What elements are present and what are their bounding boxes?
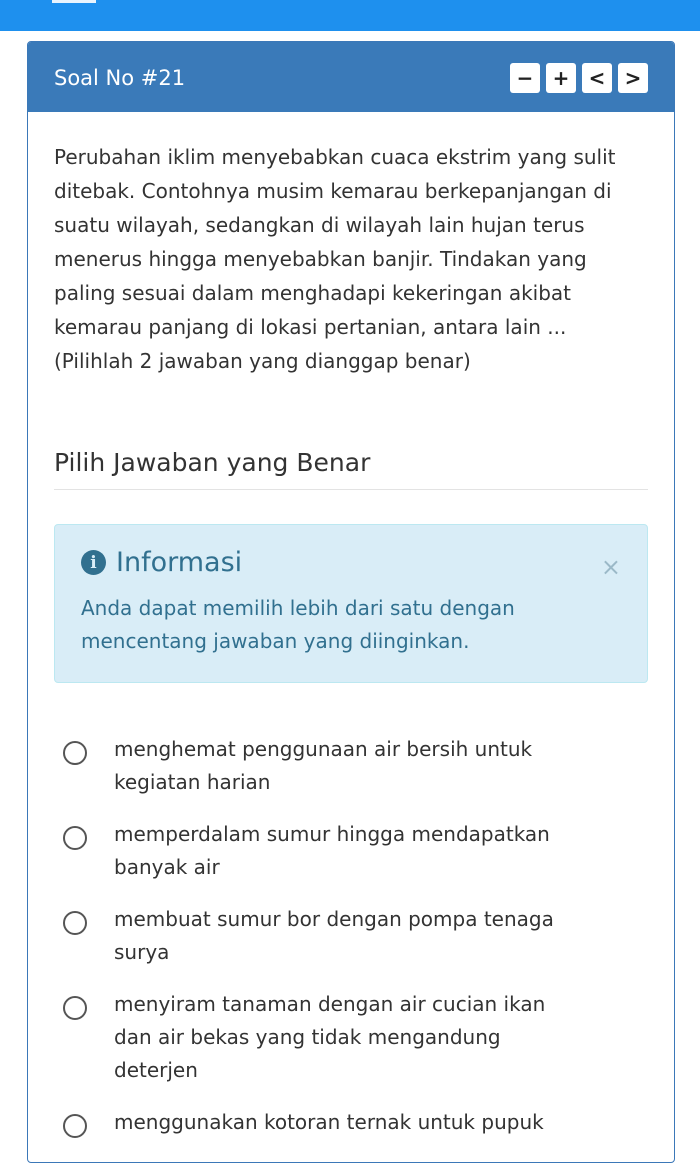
option-label: menyiram tanaman dengan air cucian ikan dan air bekas yang tidak mengandung deterjen [114,992,546,1082]
info-icon: i [81,550,106,575]
answer-option[interactable] [54,818,648,884]
decrease-font-button[interactable]: − [510,63,540,93]
card-body [28,112,674,1139]
alert-close-button[interactable]: × [600,553,621,581]
option-label: menghemat penggunaan air bersih untuk kegiatan harian [114,737,533,794]
navigation-buttons [510,63,648,93]
option-checkbox[interactable] [63,1114,87,1138]
answer-option[interactable] [54,988,648,1087]
option-label: menggunakan kotoran ternak untuk pupuk [114,1110,544,1134]
alert-text: Anda dapat memilih lebih dari satu dengan mencentang jawaban yang diinginkan. [81,596,515,653]
question-card [27,41,675,1163]
question-number-title: Soal No #21 [54,66,186,90]
option-checkbox[interactable] [63,911,87,935]
option-label: memperdalam sumur hingga mendapatkan banyak air [114,822,550,879]
next-question-button[interactable]: > [618,63,648,93]
previous-question-button[interactable]: < [582,63,612,93]
option-checkbox[interactable] [63,996,87,1020]
top-app-bar [0,0,700,31]
info-alert [54,524,648,683]
increase-font-button[interactable]: + [546,63,576,93]
alert-title: Informasi [116,547,243,578]
question-text: Perubahan iklim menyebabkan cuaca ekstrim yang sulit ditebak. Contohnya musim kemarau berkepanjangan di suatu wilayah, sedangkan di wilayah lain hujan terus menerus hingga menyebabkan banjir. Tindakan yang paling sesuai dalam menghadapi kekeringan akibat kemarau panjang di lokasi pertanian, antara lain ... (Pilihlah 2 jawaban yang dianggap benar) [54,145,616,373]
option-checkbox[interactable] [63,741,87,765]
answer-option[interactable] [54,903,648,969]
active-tab-indicator [52,0,96,3]
card-header [28,42,674,112]
option-label: membuat sumur bor dengan pompa tenaga surya [114,907,554,964]
alert-header [81,547,621,578]
answers-section-title: Pilih Jawaban yang Benar [54,448,648,490]
option-checkbox[interactable] [63,826,87,850]
answer-options [54,733,648,1139]
answer-option[interactable] [54,1106,648,1139]
answer-option[interactable] [54,733,648,799]
